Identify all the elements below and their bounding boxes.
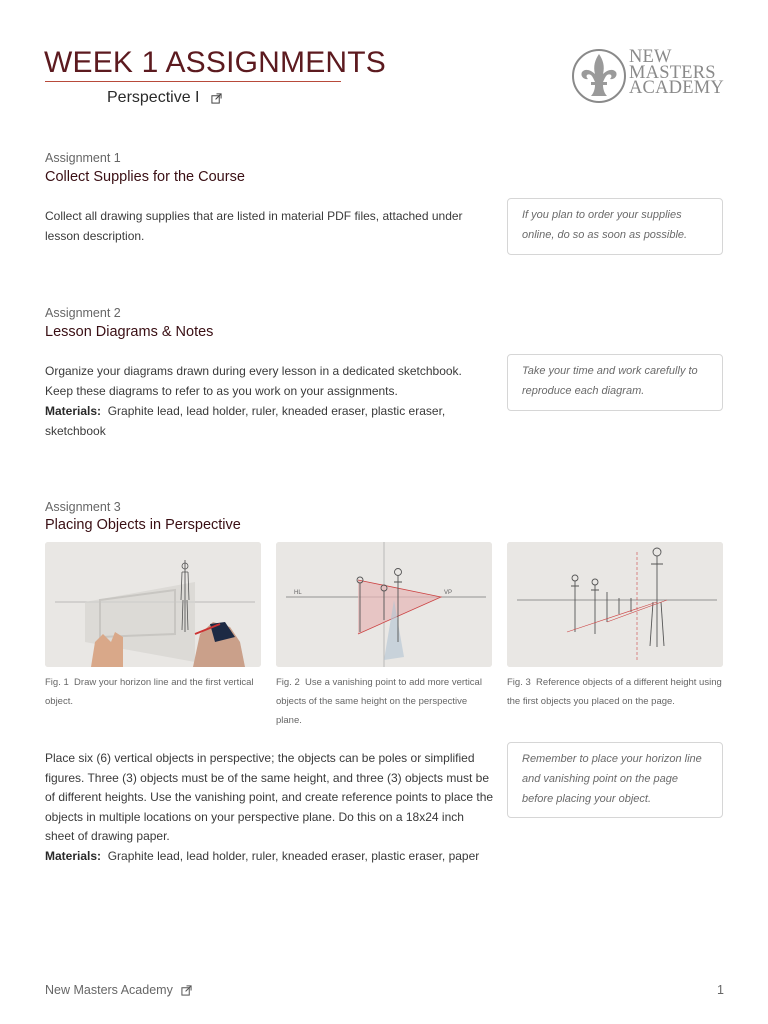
- logo-line: ACADEMY: [629, 78, 724, 98]
- assignment-2-text: Organize your diagrams drawn during every lesson in a dedicated sketchbook. Keep these diagrams to refer to as you work on your assignments.: [45, 364, 462, 398]
- assignment-2-note: Take your time and work carefully to reproduce each diagram.: [507, 354, 723, 411]
- figure-3-label: Fig. 3: [507, 677, 531, 688]
- figure-3-caption-text: Reference objects of a different height using the first objects you placed on the page.: [507, 677, 722, 707]
- assignment-1-title: Collect Supplies for the Course: [45, 169, 245, 185]
- assignment-1-note: If you plan to order your supplies online, do so as soon as possible.: [507, 198, 723, 255]
- assignment-2-body: [45, 361, 490, 441]
- external-link-icon: [181, 985, 192, 996]
- fleur-de-lis-emblem-icon: [571, 46, 627, 106]
- title-underline: [45, 81, 341, 82]
- assignment-3-note: Remember to place your horizon line and vanishing point on the page before placing your object.: [507, 742, 723, 818]
- footer-brand-text: New Masters Academy: [45, 983, 173, 997]
- logo-line: NEW: [629, 47, 672, 67]
- logo-wordmark: [629, 47, 724, 98]
- subtitle-link[interactable]: [107, 89, 222, 107]
- assignment-3-materials: [45, 847, 495, 867]
- assignment-3-body: [45, 749, 495, 866]
- assignment-2-title: Lesson Diagrams & Notes: [45, 324, 214, 340]
- assignment-3-title: Placing Objects in Perspective: [45, 517, 241, 533]
- svg-text:HL: HL: [294, 590, 302, 596]
- assignment-2-materials: [45, 401, 490, 441]
- svg-text:VP: VP: [444, 590, 453, 596]
- assignment-1-body: Collect all drawing supplies that are listed in material PDF files, attached under lesson description.: [45, 209, 463, 243]
- figure-3-image: [507, 542, 723, 667]
- figure-1-label: Fig. 1: [45, 677, 69, 688]
- figure-2-label: Fig. 2: [276, 677, 300, 688]
- materials-list: Graphite lead, lead holder, ruler, kneaded eraser, plastic eraser, sketchbook: [45, 404, 446, 438]
- brand-logo: [571, 46, 731, 106]
- logo-line: MASTERS: [629, 62, 716, 83]
- materials-label: Materials:: [45, 404, 102, 418]
- subtitle-text: Perspective I: [107, 89, 200, 106]
- page-number: 1: [717, 983, 724, 997]
- assignment-1-number: Assignment 1: [45, 151, 121, 165]
- assignment-3-text: Place six (6) vertical objects in perspective; the objects can be poles or simplified figures. Three (3) objects must be of the same height, and three (3) objects must be of different heights. Use the vanishing point, and create reference points to place the objects in multiple locations on your perspective plane. Do this on a 18x24 inch sheet of drawing paper.: [45, 751, 494, 843]
- figure-2-image: [276, 542, 492, 667]
- page-title: WEEK 1 ASSIGNMENTS: [44, 46, 387, 79]
- figure-2-caption: [276, 673, 492, 730]
- figure-2-caption-text: Use a vanishing point to add more vertical objects of the same height on the perspective plane.: [276, 677, 482, 726]
- external-link-icon: [211, 93, 222, 104]
- assignment-2-number: Assignment 2: [45, 306, 121, 320]
- figure-1-caption: [45, 673, 265, 711]
- figure-1-caption-text: Draw your horizon line and the first vertical object.: [45, 677, 254, 707]
- figure-3-caption: [507, 673, 723, 711]
- footer-brand-link[interactable]: [45, 983, 192, 997]
- materials-label: Materials:: [45, 848, 102, 863]
- assignment-3-number: Assignment 3: [45, 500, 121, 514]
- figure-1-image: [45, 542, 261, 667]
- materials-list: Graphite lead, lead holder, ruler, kneaded eraser, plastic eraser, paper: [107, 848, 480, 863]
